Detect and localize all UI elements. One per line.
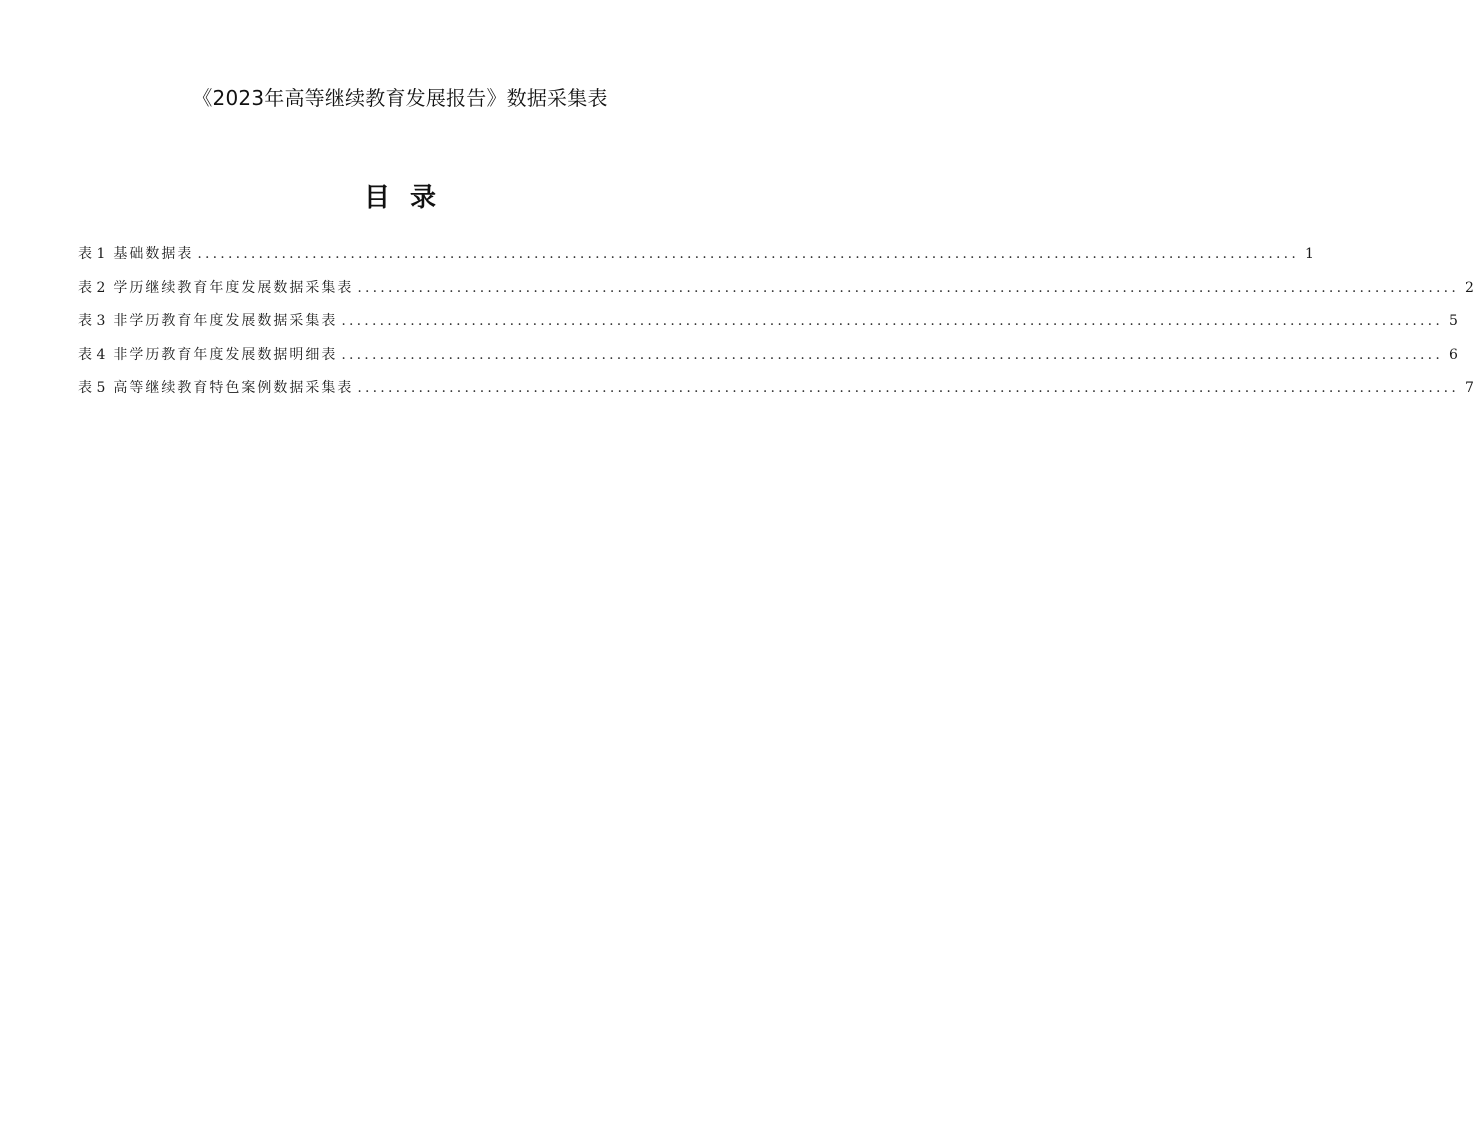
toc-heading bbox=[0, 180, 800, 216]
toc-dot-leader: ................................................................................................................................................ bbox=[341, 313, 1443, 329]
toc-page-number: 1 bbox=[1305, 246, 1314, 262]
toc-entry-title: 高等继续教育特色案例数据采集表 bbox=[113, 380, 354, 396]
toc-entry-prefix: 表 5 bbox=[78, 380, 106, 396]
toc-entry-title: 基础数据表 bbox=[113, 246, 194, 262]
toc-page-number: 5 bbox=[1449, 313, 1458, 329]
toc-entry-prefix: 表 4 bbox=[78, 346, 106, 363]
table-of-contents bbox=[78, 243, 1474, 411]
toc-entry-label bbox=[78, 310, 337, 332]
toc-entry-title: 非学历教育年度发展数据明细表 bbox=[113, 346, 338, 363]
toc-dot-leader: ................................................................................................................................................ bbox=[357, 380, 1459, 396]
document-title: 《2023年高等继续教育发展报告》数据采集表 bbox=[192, 86, 608, 110]
toc-page-number: 7 bbox=[1465, 380, 1474, 396]
toc-dot-leader: ................................................................................................................................................ bbox=[197, 246, 1299, 262]
toc-heading-text: 目录 bbox=[363, 183, 456, 213]
toc-dot-leader: ................................................................................................................................................ bbox=[357, 279, 1459, 296]
toc-entry-prefix: 表 1 bbox=[78, 246, 106, 262]
toc-page-number: 6 bbox=[1449, 346, 1458, 363]
toc-entry-label bbox=[78, 377, 353, 399]
toc-entry-title: 学历继续教育年度发展数据采集表 bbox=[113, 279, 354, 296]
toc-entry-label bbox=[78, 277, 353, 299]
toc-entry-2[interactable] bbox=[78, 277, 1474, 299]
toc-entry-3[interactable] bbox=[78, 310, 1458, 332]
toc-entry-prefix: 表 2 bbox=[78, 279, 106, 296]
toc-entry-1[interactable] bbox=[78, 243, 1314, 265]
toc-entry-4[interactable] bbox=[78, 344, 1458, 366]
toc-entry-prefix: 表 3 bbox=[78, 313, 106, 329]
toc-page-number: 2 bbox=[1465, 279, 1474, 296]
toc-entry-title: 非学历教育年度发展数据采集表 bbox=[113, 313, 338, 329]
toc-entry-label bbox=[78, 243, 193, 265]
toc-entry-label bbox=[78, 344, 337, 366]
toc-dot-leader: ................................................................................................................................................ bbox=[341, 346, 1443, 363]
toc-entry-5[interactable] bbox=[78, 377, 1474, 399]
